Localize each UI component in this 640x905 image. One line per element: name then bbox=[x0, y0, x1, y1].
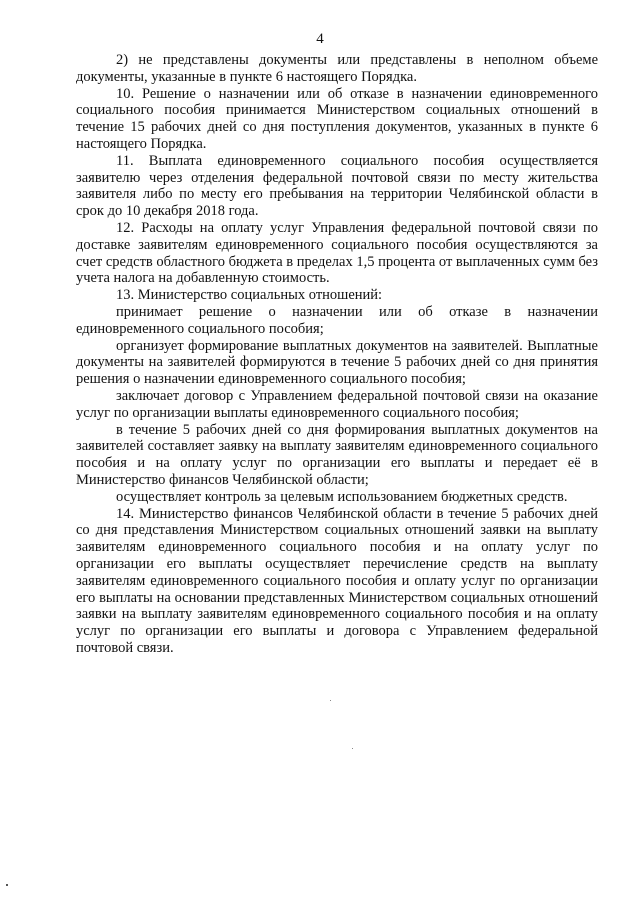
paragraph-item-2: 2) не представлены документы или представлены в неполном объеме документы, указанные в пункте 6 настоящего Порядка. bbox=[76, 52, 598, 85]
paragraph-13-decision: принимает решение о назначении или об отказе в назначении единовременного социального пособия; bbox=[76, 303, 598, 337]
document-body bbox=[76, 52, 598, 657]
paragraph-13-control: осуществляет контроль за целевым использованием бюджетных средств. bbox=[116, 488, 568, 505]
paragraph-14: 14. Министерство финансов Челябинской области в течение 5 рабочих дней со дня представления Министерством социальных отношений заявки на выплату заявителям единовременного социального пособия и на оплату услуг по организации его выплаты осуществляет перечисление средств на выплату заявителям единовременного социального пособия и оплату услуг по организации его выплаты на основании представленных Министерством социальных отношений заявки на выплату заявителям единовременного социального пособия и на оплату услуг по организации его выплаты и договора с Управлением федеральной почтовой связи. bbox=[76, 505, 598, 656]
scan-speck bbox=[330, 700, 331, 701]
paragraph-13-contract: заключает договор с Управлением федеральной почтовой связи на оказание услуг по организации выплаты единовременного социального пособия; bbox=[76, 387, 598, 421]
paragraph-13-documents: организует формирование выплатных документов на заявителей. Выплатные документы на заявителей формируются в течение 5 рабочих дней со дня принятия решения о назначении единовременного социального пособия; bbox=[76, 337, 598, 388]
paragraph-13-heading: 13. Министерство социальных отношений: bbox=[116, 287, 383, 304]
scan-speck bbox=[352, 748, 353, 749]
scan-edge-mark bbox=[6, 884, 8, 886]
paragraph-10: 10. Решение о назначении или об отказе в назначении единовременного социального пособия принимается Министерством социальных отношений в течение 15 рабочих дней со дня поступления документов, указанных в пункте 6 настоящего Порядка. bbox=[76, 85, 598, 152]
paragraph-12: 12. Расходы на оплату услуг Управления федеральной почтовой связи по доставке заявителям единовременного социального пособия осуществляются за счет средств областного бюджета в пределах 1,5 процента от выплаченных сумм без учета налога на добавленную стоимость. bbox=[76, 219, 599, 287]
paragraph-13-request: в течение 5 рабочих дней со дня формирования выплатных документов на заявителей составляет заявку на выплату заявителям единовременного социального пособия и на оплату услуг по организации его выплаты и передает её в Министерство финансов Челябинской области; bbox=[76, 421, 598, 488]
paragraph-11: 11. Выплата единовременного социального пособия осуществляется заявителю через отделения федеральной почтовой связи по месту жительства заявителя либо по месту его пребывания на территории Челябинской области в срок до 10 декабря 2018 года. bbox=[76, 152, 598, 220]
page-number: 4 bbox=[316, 31, 324, 47]
